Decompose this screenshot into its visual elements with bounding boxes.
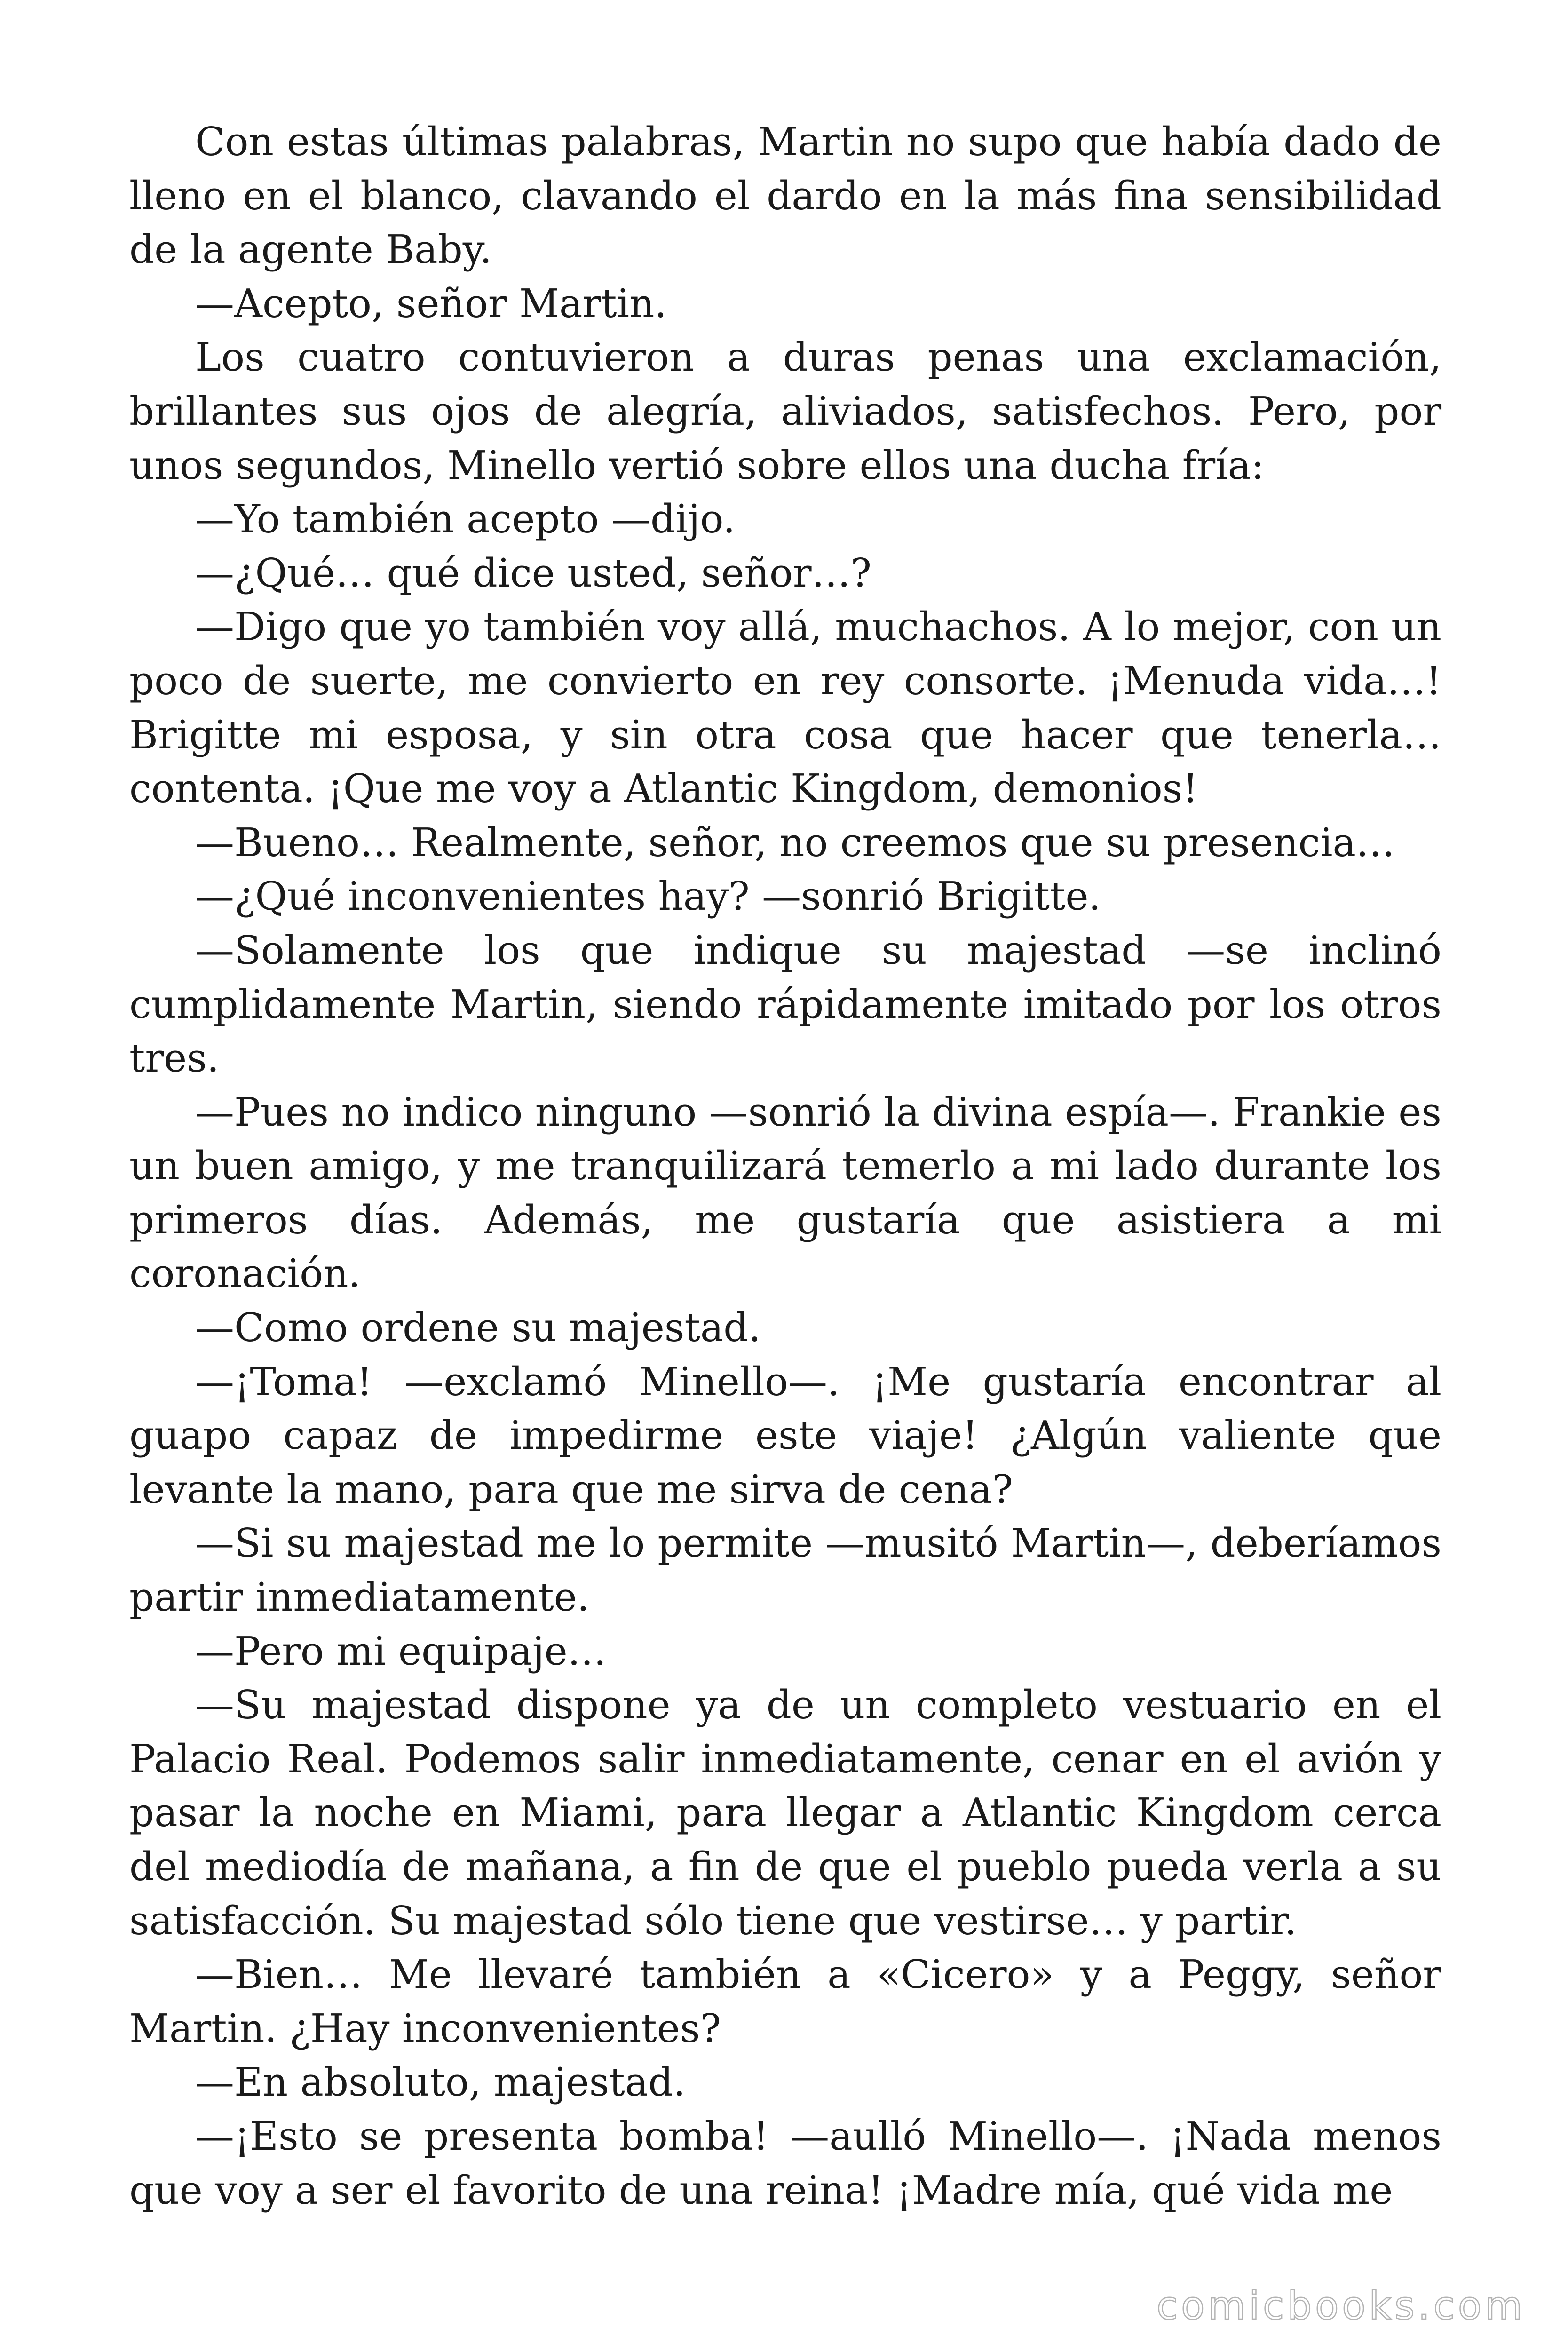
- paragraph: —Bueno… Realmente, señor, no creemos que su presencia…: [195, 819, 1395, 866]
- paragraph: —Acepto, señor Martin.: [195, 280, 667, 326]
- paragraph: —¡Esto se presenta bomba! —aulló Minello—. ¡Nada menos que voy a ser el favorito de una reina! ¡Madre mía, qué vida me: [129, 2113, 1441, 2213]
- watermark: comicbooks.com: [1156, 2284, 1526, 2328]
- paragraph: —Pues no indico ninguno —sonrió la divina espía—. Frankie es un buen amigo, y me tranquilizará temerlo a mi lado durante los primeros días. Además, me gustaría que asistiera a mi coronación.: [129, 1089, 1441, 1297]
- paragraph: —¿Qué… qué dice usted, señor…?: [195, 550, 871, 596]
- paragraph: —En absoluto, majestad.: [195, 2059, 686, 2106]
- paragraph: —Su majestad dispone ya de un completo vestuario en el Palacio Real. Podemos salir inmediatamente, cenar en el avión y pasar la noche en Miami, para llegar a Atlantic Kingdom cerca del mediodía de mañana, a fin de que el pueblo pueda verla a su satisfacción. Su majestad sólo tiene que vestirse… y partir.: [129, 1682, 1441, 1944]
- paragraph: —Digo que yo también voy allá, muchachos. A lo mejor, con un poco de suerte, me convierto en rey consorte. ¡Menuda vida…! Brigitte mi esposa, y sin otra cosa que hacer que tenerla… contenta. ¡Que me voy a Atlantic Kingdom, demonios!: [129, 604, 1441, 812]
- paragraph: —Yo también acepto —dijo.: [195, 496, 736, 542]
- paragraph: —Como ordene su majestad.: [195, 1305, 761, 1351]
- paragraph: —Si su majestad me lo permite —musitó Martin—, deberíamos partir inmediatamente.: [129, 1520, 1441, 1621]
- paragraph: —Solamente los que indique su majestad —se inclinó cumplidamente Martin, siendo rápidamente imitado por los otros tres.: [129, 927, 1441, 1081]
- paragraph: Los cuatro contuvieron a duras penas una exclamación, brillantes sus ojos de alegría, aliviados, satisfechos. Pero, por unos segundos, Minello vertió sobre ellos una ducha fría:: [129, 334, 1441, 488]
- page-body-text: [129, 115, 1441, 2217]
- paragraph: —¡Toma! —exclamó Minello—. ¡Me gustaría encontrar al guapo capaz de impedirme este viaje! ¿Algún valiente que levante la mano, para que me sirva de cena?: [129, 1359, 1441, 1512]
- paragraph: —Bien… Me llevaré también a «Cicero» y a Peggy, señor Martin. ¿Hay inconvenientes?: [129, 1952, 1441, 2051]
- paragraph: —¿Qué inconvenientes hay? —sonrió Brigitte.: [195, 874, 1101, 920]
- paragraph: Con estas últimas palabras, Martin no supo que había dado de lleno en el blanco, clavando el dardo en la más fina sensibilidad de la agente Baby.: [129, 119, 1441, 273]
- paragraph: —Pero mi equipaje…: [195, 1628, 607, 1674]
